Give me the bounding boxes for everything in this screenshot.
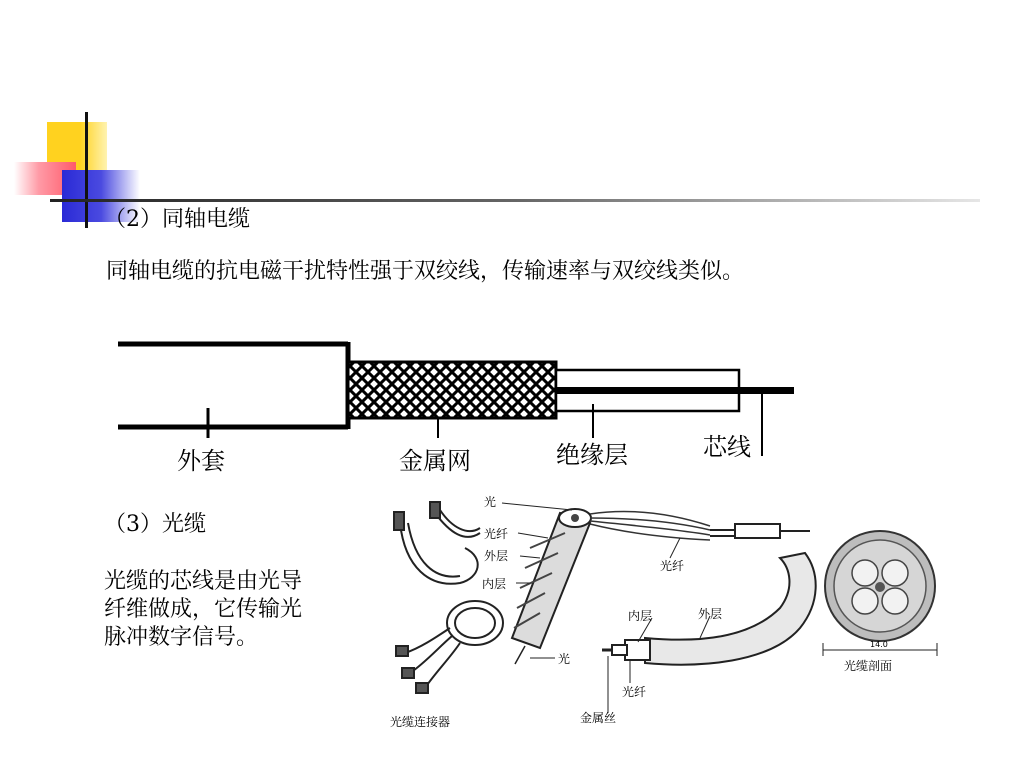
fiber-label-light-top: 光 — [484, 495, 497, 509]
coax-outer-jacket — [118, 342, 348, 429]
fiber-label-outer-right: 外层 — [698, 607, 723, 621]
fiber-heading: （3）光缆 — [104, 512, 206, 537]
fiber-label-light-bottom: 光 — [558, 652, 571, 666]
fiber-label-inner-right: 内层 — [628, 609, 653, 623]
fiber-cable-illustration — [380, 488, 950, 738]
coax-metal-mesh — [348, 362, 556, 418]
coax-label-core: 芯线 — [703, 433, 751, 461]
fiber-label-outer-left: 外层 — [484, 549, 509, 563]
title-rule-line — [50, 199, 980, 202]
fiber-label-fiber-top: 光纤 — [484, 527, 509, 541]
coax-label-metal-mesh: 金属网 — [399, 447, 471, 475]
fiber-label-inner-left: 内层 — [482, 577, 507, 591]
coax-description: 同轴电缆的抗电磁干扰特性强于双绞线，传输速率与双绞线类似。 — [106, 259, 745, 284]
fiber-description: 光缆的芯线是由光导纤维做成，它传输光脉冲数字信号。 — [104, 569, 303, 650]
coax-label-insulation: 绝缘层 — [556, 441, 628, 469]
coax-core-wire — [556, 387, 794, 394]
fiber-label-fiber-right: 光纤 — [660, 559, 685, 573]
fiber-label-fiber-bottom: 光纤 — [622, 685, 647, 699]
fiber-label-metal-wire: 金属丝 — [580, 711, 617, 725]
coax-heading: （2）同轴电缆 — [104, 207, 250, 232]
corner-vertical-line — [85, 112, 88, 228]
coax-label-jacket: 外套 — [177, 447, 225, 475]
fiber-label-cross-section: 光缆剖面 — [844, 659, 893, 673]
fiber-label-connector: 光缆连接器 — [390, 715, 451, 729]
fiber-cross-section — [823, 531, 937, 656]
fiber-label-scale: 14.0 — [870, 640, 888, 649]
